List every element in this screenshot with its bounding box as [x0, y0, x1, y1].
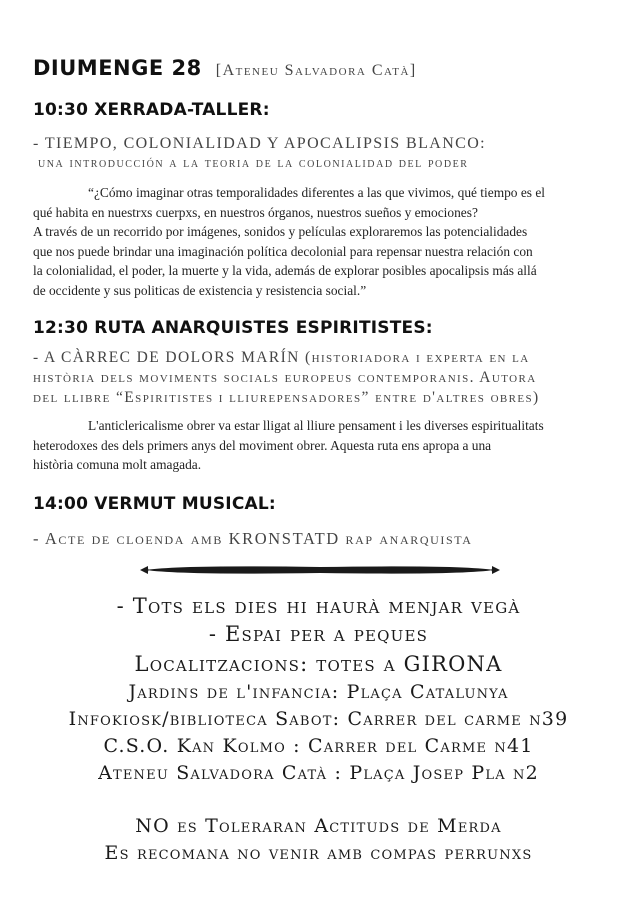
vermut-subtitle: - Acte de cloenda amb KRONSTATD rap anarquista — [33, 529, 473, 548]
route-subtitle-line: del llibre “Espiritistes i lliurepensadores” entre d'altres obres) — [33, 389, 540, 406]
day-title: DIUMENGE 28 — [33, 56, 202, 80]
talk-line: A través de un recorrido por imágenes, sonidos y películas exploraremos las potencialidades — [33, 224, 528, 240]
talk-line: que nos puede brindar una imaginación política decolonial para repensar nuestra relación con — [33, 243, 533, 259]
talk-title: 10:30 XERRADA-TALLER: — [33, 100, 270, 120]
talk-line: qué habita en nuestrxs cuerpxs, en nuestros órganos, nuestros sueños y emociones? — [33, 204, 478, 220]
talk-line: la colonialidad, el poder, la muerte y la vida, además de explorar posibles apocalipsis más allá — [33, 263, 537, 279]
route-description — [33, 416, 613, 475]
route-title: 12:30 RUTA ANARQUISTES ESPIRITISTES: — [33, 318, 433, 338]
location-item: Ateneu Salvadora Catà : Plaça Josep Pla n2 — [98, 762, 539, 784]
locations-heading: Localitzacions: totes a GIRONA — [134, 652, 503, 676]
route-line: heterodoxes des dels primers anys del moviment obrer. Aquesta ruta ens apropa a una — [33, 437, 492, 453]
ornamental-divider-icon — [140, 562, 500, 578]
vermut-title: 14:00 VERMUT MUSICAL: — [33, 494, 276, 514]
rule-notice: NO es Toleraran Actituds de Merda — [135, 815, 502, 837]
route-subtitle-line: història dels moviments socials europeus contemporanis. Autora — [33, 369, 537, 386]
route-subtitle — [33, 348, 540, 408]
food-notice: - Tots els dies hi haurà menjar vegà — [116, 594, 521, 618]
kids-notice: - Espai per a peques — [208, 622, 429, 646]
location-item: C.S.O. Kan Kolmo : Carrer del Carme n41 — [103, 735, 534, 757]
talk-line: “¿Cómo imaginar otras temporalidades diferentes a las que vivimos, qué tiempo es el — [88, 185, 546, 200]
talk-subtitle-2: una introducción a la teoria de la colonialidad del poder — [38, 155, 469, 171]
rule-notice: Es recomana no venir amb compas perrunxs — [104, 842, 533, 864]
day-venue: [Ateneu Salvadora Catà] — [215, 62, 417, 79]
talk-subtitle: - TIEMPO, COLONIALIDAD Y APOCALIPSIS BLANCO: — [33, 135, 487, 152]
talk-description — [33, 183, 613, 301]
location-item: Infokiosk/biblioteca Sabot: Carrer del carme n39 — [68, 708, 569, 730]
route-subtitle-line: - A CÀRREC DE DOLORS MARÍN (historiadora i experta en la — [33, 349, 530, 366]
talk-line: de occidente y sus politicas de existencia y resistencia social.” — [33, 282, 367, 298]
route-line: història comuna molt amagada. — [33, 457, 202, 473]
day-header — [33, 56, 417, 80]
route-line: L'anticlericalisme obrer va estar lligat al lliure pensament i les diverses espiritualitats — [88, 418, 544, 433]
location-item: Jardins de l'infancia: Plaça Catalunya — [128, 681, 509, 703]
